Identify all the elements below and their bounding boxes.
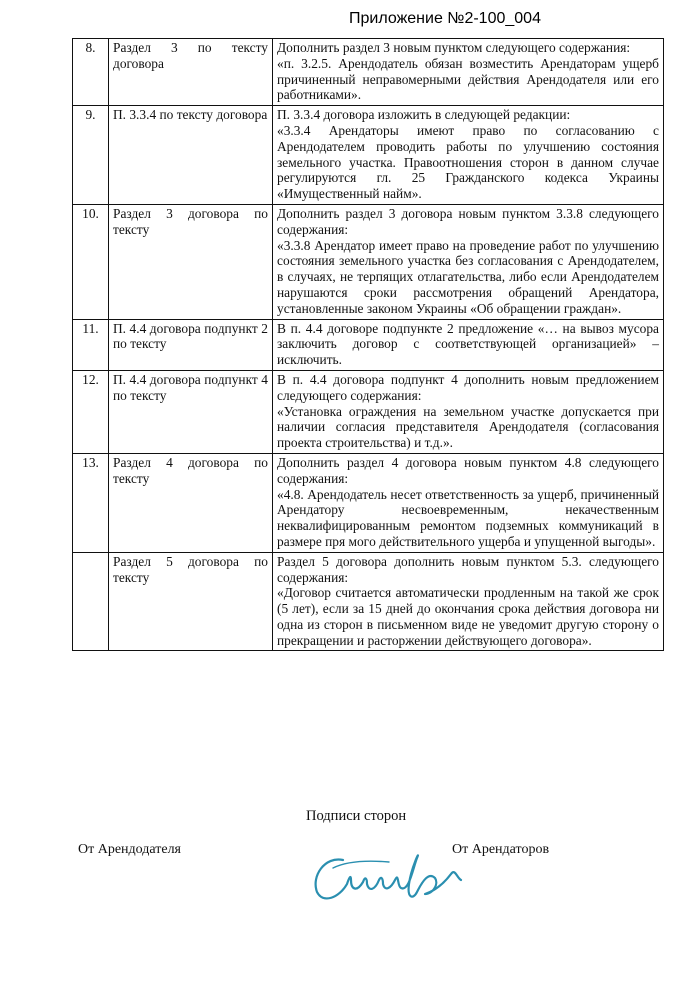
amendment-instruction: П. 3.3.4 договора изложить в следующей редакции: <box>277 107 571 123</box>
amendment-instruction: Дополнить раздел 3 договора новым пунктом 3.3.8 следующего содержания: <box>277 205 659 237</box>
amendment-instruction: В п. 4.4 договора подпункт 4 дополнить новым предложением следующего содержания: <box>277 371 659 403</box>
amendment-text: «4.8. Арендодатель несет ответственность за ущерб, причиненный Арендатору несвоевременным, некачественным неквалифицированным ремонтом подземных коммуникаций в размере пря могo действительного ущерба и упущенной выгоды». <box>277 486 659 549</box>
table-row <box>73 204 664 319</box>
table-row <box>73 39 664 106</box>
amendments-table <box>72 38 664 651</box>
section-reference: П. 4.4 договора подпункт 4 по тексту <box>109 370 273 453</box>
signatures-title: Подписи сторон <box>306 808 407 824</box>
amendment-text: «3.3.4 Арендаторы имеют право по согласованию с Арендодателем проводить работы по улучшению состояния земельного участка. Правоотношения сторон в данном случае регулируются гл. 25 Гражданского кодекса Украины «Имущественный найм». <box>277 122 659 202</box>
page-header: Приложение №2-100_004 <box>349 10 541 27</box>
lessee-signature-label: От Арендаторов <box>452 842 550 857</box>
table-row <box>73 106 664 205</box>
row-number: 10. <box>73 204 109 319</box>
amendment-cell <box>273 204 664 319</box>
row-number: 11. <box>73 319 109 370</box>
section-reference: Раздел 5 договора по тексту <box>109 552 273 651</box>
amendment-cell <box>273 319 664 370</box>
amendment-text: «3.3.8 Арендатор имеет право на проведение работ по улучшению состояния земельного участка без согласования с Арендодателем, в случаях, не терпящих отлагательства, либо если Арендодателем нарушаются сроки рассмотрения обращений Арендатора, установленные законом Украины «Об обращении граждан». <box>277 237 659 316</box>
amendment-instruction: Раздел 5 договора дополнить новым пунктом 5.3. следующего содержания: <box>277 553 659 585</box>
row-number: 8. <box>73 39 109 106</box>
amendment-cell <box>273 370 664 453</box>
amendment-instruction: В п. 4.4 договоре подпункте 2 предложение «… на вывоз мусора заключить договор с соответствующей организацией» – исключить. <box>277 320 659 368</box>
amendment-cell <box>273 552 664 651</box>
amendment-cell <box>273 453 664 552</box>
lessor-signature-label: От Арендодателя <box>78 842 181 857</box>
section-reference: Раздел 3 договора по тексту <box>109 204 273 319</box>
section-reference: П. 3.3.4 по тексту договора <box>109 106 273 205</box>
table-row <box>73 319 664 370</box>
section-reference: Раздел 3 по тексту договора <box>109 39 273 106</box>
section-reference: Раздел 4 договора по тексту <box>109 453 273 552</box>
amendment-instruction: Дополнить раздел 4 договора новым пунктом 4.8 следующего содержания: <box>277 454 659 486</box>
table-row <box>73 552 664 651</box>
table-row <box>73 453 664 552</box>
amendment-text: «п. 3.2.5. Арендодатель обязан возместить Арендаторам ущерб причиненный неправомерными действия Арендодателя или его работниками». <box>277 55 659 103</box>
amendment-text: «Договор считается автоматически продленным на такой же срок (5 лет), если за 15 дней до окончания срока действия договора ни одна из сторон в письменном виде не уведомит другую сторону о прекращении и расторжении действующего договора». <box>277 585 659 648</box>
handwritten-signature <box>305 838 475 908</box>
section-reference: П. 4.4 договора подпункт 2 по тексту <box>109 319 273 370</box>
row-number <box>73 552 109 651</box>
amendment-instruction: Дополнить раздел 3 новым пунктом следующего содержания: <box>277 40 631 55</box>
row-number: 9. <box>73 106 109 205</box>
table-row <box>73 370 664 453</box>
amendment-cell <box>273 106 664 205</box>
amendment-text: «Установка ограждения на земельном участке допускается при наличии согласия представителя Арендодателя (согласования проекта строительства) и т.д.». <box>277 403 659 451</box>
amendment-cell <box>273 39 664 106</box>
row-number: 12. <box>73 370 109 453</box>
row-number: 13. <box>73 453 109 552</box>
